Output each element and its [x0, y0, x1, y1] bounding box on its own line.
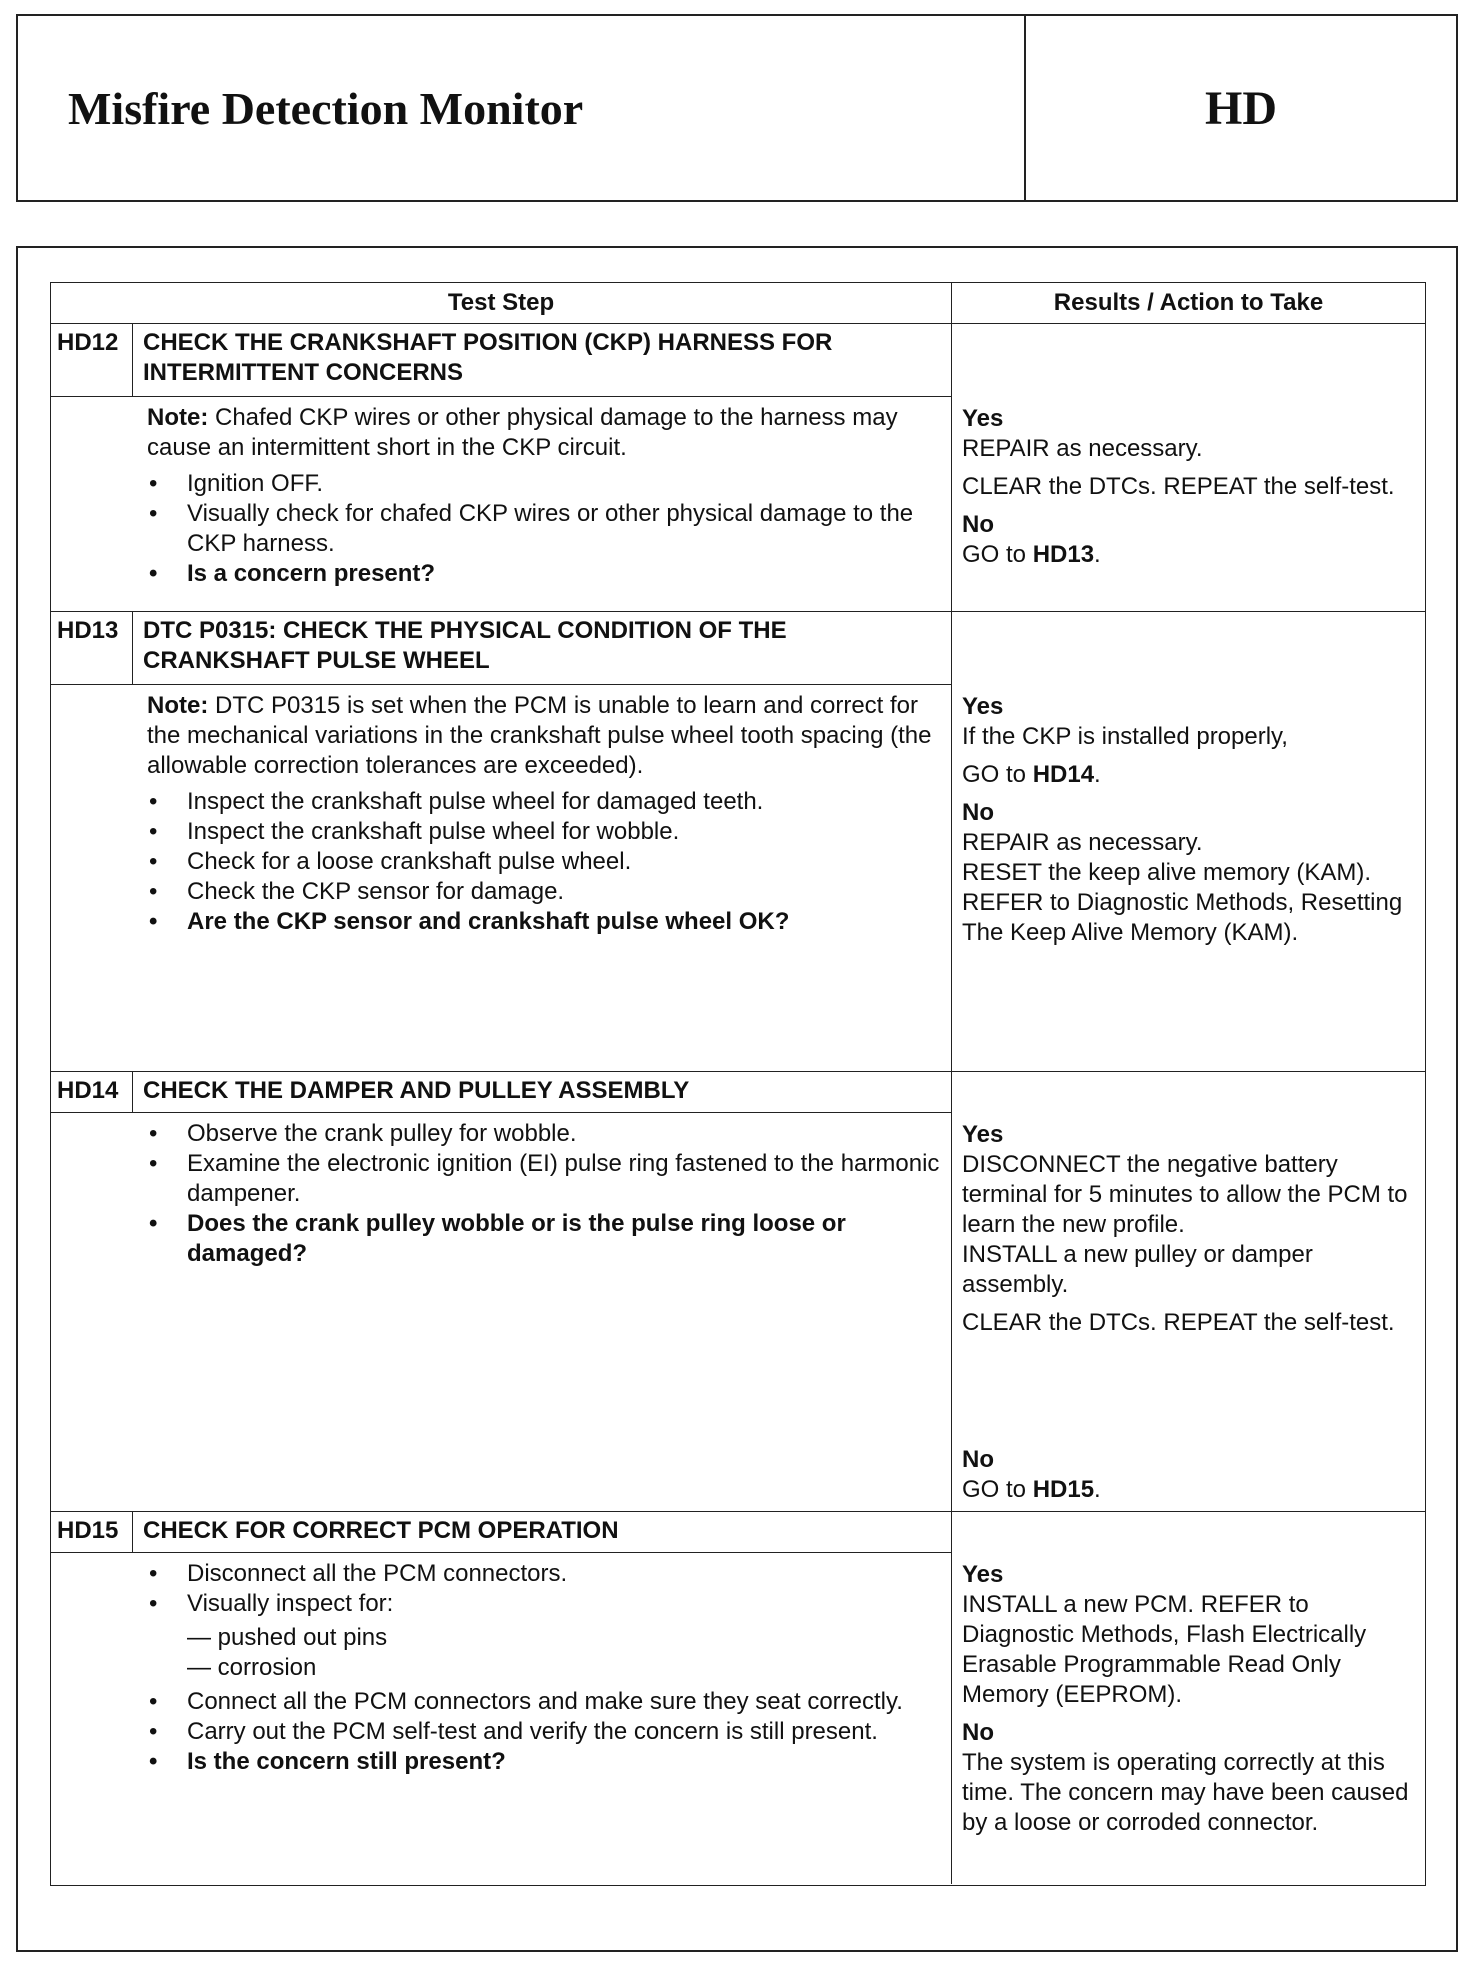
list-item: • Ignition OFF.	[147, 469, 941, 499]
step-reference: HD14	[1032, 761, 1095, 788]
sub-item: — pushed out pins	[187, 1623, 941, 1653]
list-item: • Check the CKP sensor for damage.	[147, 877, 941, 907]
table-header	[51, 283, 1425, 324]
step-code: HD15	[51, 1512, 133, 1552]
yes-label: Yes	[962, 1561, 1004, 1588]
step-title: CHECK FOR CORRECT PCM OPERATION	[143, 1517, 619, 1544]
list-item: • Connect all the PCM connectors and make sure they seat correctly.	[147, 1687, 941, 1717]
no-action: RESET the keep alive memory (KAM). REFER to Diagnostic Methods, Resetting The Keep Alive Memory (KAM).	[962, 859, 1403, 946]
test-step-table	[50, 282, 1426, 1886]
list-item: • Inspect the crankshaft pulse wheel for damaged teeth.	[147, 787, 941, 817]
step-hd13	[51, 612, 1425, 1072]
step-reference: HD13	[1032, 541, 1095, 568]
section-code: HD	[1205, 81, 1277, 135]
sub-item: — corrosion	[187, 1653, 941, 1683]
step-question: • Does the crank pulley wobble or is the pulse ring loose or damaged?	[147, 1209, 941, 1269]
step-question: • Are the CKP sensor and crankshaft pulse wheel OK?	[147, 907, 941, 937]
step-hd15	[51, 1512, 1425, 1884]
list-item: • Examine the electronic ignition (EI) pulse ring fastened to the harmonic dampener.	[147, 1149, 941, 1209]
step-code: HD12	[51, 324, 133, 396]
step-note: Note: Chafed CKP wires or other physical damage to the harness may cause an intermittent short in the CKP circuit.	[147, 404, 898, 461]
step-title: CHECK THE DAMPER AND PULLEY ASSEMBLY	[143, 1077, 690, 1104]
yes-label: Yes	[962, 405, 1004, 432]
step-code: HD14	[51, 1072, 133, 1112]
step-question: • Is a concern present?	[147, 559, 941, 589]
step-note: Note: DTC P0315 is set when the PCM is unable to learn and correct for the mechanical variations in the crankshaft pulse wheel tooth spacing (the allowable correction tolerances are exceeded).	[147, 692, 932, 779]
list-item: • Disconnect all the PCM connectors.	[147, 1559, 941, 1589]
yes-action: CLEAR the DTCs. REPEAT the self-test.	[962, 1309, 1395, 1336]
list-item: • Inspect the crankshaft pulse wheel for wobble.	[147, 817, 941, 847]
no-label: No	[962, 799, 994, 826]
no-action: GO to HD15.	[962, 1476, 1101, 1503]
yes-action: INSTALL a new PCM. REFER to Diagnostic Methods, Flash Electrically Erasable Programmable Read Only Memory (EEPROM).	[962, 1591, 1367, 1708]
step-code: HD13	[51, 612, 133, 684]
list-item: • Visually inspect for:	[147, 1589, 941, 1619]
page-header	[16, 14, 1458, 202]
yes-action: If the CKP is installed properly,	[962, 723, 1288, 750]
yes-action: REPAIR as necessary.	[962, 435, 1203, 462]
no-action: GO to HD13.	[962, 541, 1101, 568]
no-action: REPAIR as necessary.	[962, 829, 1203, 856]
column-results: Results / Action to Take	[1053, 289, 1324, 316]
no-action: The system is operating correctly at this time. The concern may have been caused by a loose or corroded connector.	[962, 1749, 1409, 1836]
column-test-step: Test Step	[51, 283, 952, 323]
content-frame	[16, 246, 1458, 1952]
step-reference: HD15	[1032, 1476, 1095, 1503]
no-label: No	[962, 1446, 994, 1473]
yes-label: Yes	[962, 1121, 1004, 1148]
yes-action: DISCONNECT the negative battery terminal for 5 minutes to allow the PCM to learn the new profile.	[962, 1151, 1408, 1238]
page-title: Misfire Detection Monitor	[18, 16, 1026, 200]
list-item: • Observe the crank pulley for wobble.	[147, 1119, 941, 1149]
yes-action: CLEAR the DTCs. REPEAT the self-test.	[962, 473, 1395, 500]
step-title: DTC P0315: CHECK THE PHYSICAL CONDITION OF THE CRANKSHAFT PULSE WHEEL	[143, 617, 787, 674]
step-hd14	[51, 1072, 1425, 1512]
step-hd12	[51, 324, 1425, 612]
no-label: No	[962, 1719, 994, 1746]
list-item: • Visually check for chafed CKP wires or other physical damage to the CKP harness.	[147, 499, 941, 559]
step-title: CHECK THE CRANKSHAFT POSITION (CKP) HARNESS FOR INTERMITTENT CONCERNS	[143, 329, 833, 386]
list-item: • Carry out the PCM self-test and verify the concern is still present.	[147, 1717, 941, 1747]
sub-list	[147, 1623, 941, 1683]
yes-action: GO to HD14.	[962, 761, 1101, 788]
yes-label: Yes	[962, 693, 1004, 720]
yes-action: INSTALL a new pulley or damper assembly.	[962, 1241, 1313, 1298]
step-question: • Is the concern still present?	[147, 1747, 941, 1777]
list-item: • Check for a loose crankshaft pulse wheel.	[147, 847, 941, 877]
no-label: No	[962, 511, 994, 538]
